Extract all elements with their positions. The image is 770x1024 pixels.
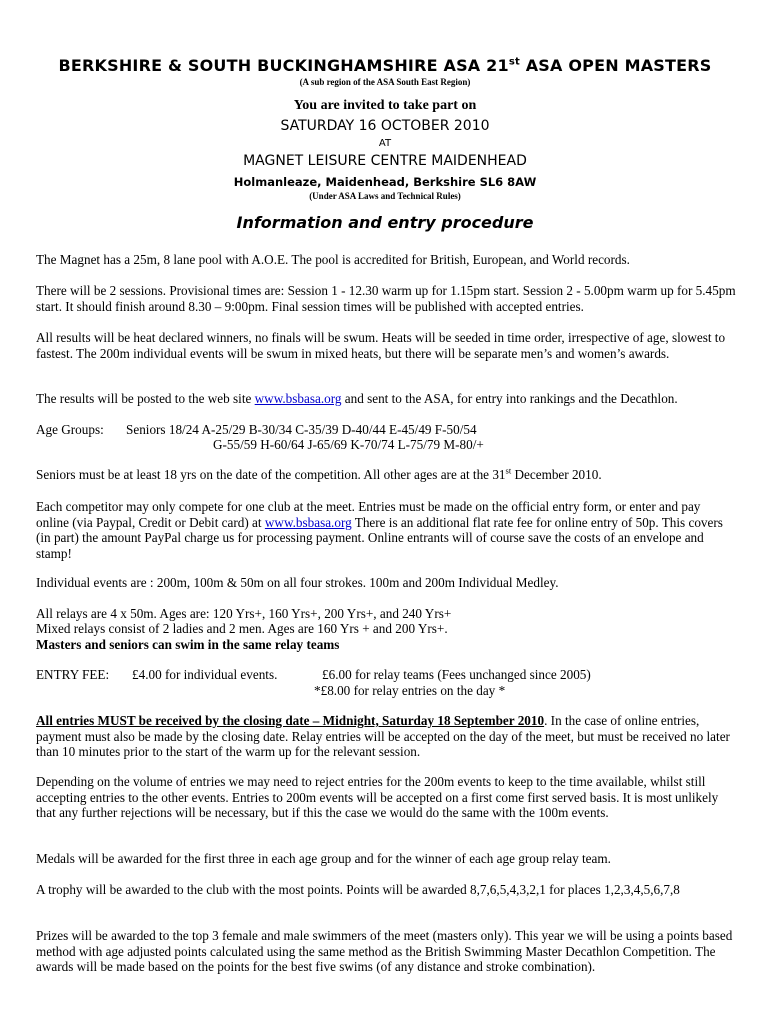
entry-fee-relay: £6.00 for relay teams (Fees unchanged since 2005) (322, 667, 591, 682)
section-heading: Information and entry procedure (236, 213, 534, 232)
trophy-paragraph: A trophy will be awarded to the club with the most points. Points will be awarded 8,7,6,5,4,3,2,1 for places 1,2,3,4,5,6,7,8 (36, 882, 680, 897)
pool-paragraph: The Magnet has a 25m, 8 lane pool with A.O.E. The pool is accredited for British, European, and World records. (36, 252, 630, 267)
relays-line-1: All relays are 4 x 50m. Ages are: 120 Yrs+, 160 Yrs+, 200 Yrs+, and 240 Yrs+ (36, 606, 452, 621)
invitation-line: You are invited to take part on (293, 98, 477, 113)
closing-date-emphasis: All entries MUST be received by the closing date – Midnight, Saturday 18 September 2010 (36, 713, 545, 728)
seniors-text-after: December 2010. (511, 467, 602, 482)
seniors-superscript: st (505, 465, 512, 476)
closing-date-paragraph (36, 713, 736, 760)
entry-fee-label: ENTRY FEE: (36, 667, 110, 682)
entry-fee-individual: £4.00 for individual events. (132, 667, 278, 682)
sessions-paragraph: There will be 2 sessions. Provisional times are: Session 1 - 12.30 warm up for 1.15pm start. Session 2 - 5.00pm warm up for 5.45pm start. It should finish around 8.30 – 9:00pm. Final session times will be published with accepted entries. (36, 283, 736, 314)
results-text-after: and sent to the ASA, for entry into rankings and the Decathlon. (341, 391, 678, 406)
seniors-text-before: Seniors must be at least 18 yrs on the date of the competition. All other ages are at the 31 (36, 467, 506, 482)
venue-name: MAGNET LEISURE CENTRE MAIDENHEAD (243, 153, 527, 169)
medals-paragraph: Medals will be awarded for the first three in each age group and for the winner of each age group relay team. (36, 851, 611, 866)
title-superscript: st (508, 56, 520, 68)
age-groups-label: Age Groups: (36, 422, 104, 437)
seniors-paragraph (36, 467, 736, 483)
title-main: BERKSHIRE & SOUTH BUCKINGHAMSHIRE ASA 21 (58, 56, 509, 75)
closing-date-rest: . In the case of online entries, payment must also be made by the closing date. Relay entries will be accepted on the day of the meet, but must be received no later than 10 minutes prior to the start of the warm up for the relevant session. (36, 713, 730, 759)
subregion-note: (A sub region of the ASA South East Region) (299, 77, 471, 87)
website-link-1[interactable]: www.bsbasa.org (254, 391, 342, 406)
meet-date: SATURDAY 16 OCTOBER 2010 (280, 118, 490, 134)
title-end: ASA OPEN MASTERS (519, 56, 712, 75)
entry-paragraph (36, 499, 736, 561)
prizes-paragraph: Prizes will be awarded to the top 3 female and male swimmers of the meet (masters only). This year we will be using a points based method with age adjusted points calculated using the same method as the British Swimming Master Decathlon Competition. The awards will be made based on the points for the best five swims (of any distance and stroke combination). (36, 928, 733, 974)
website-link-2[interactable]: www.bsbasa.org (264, 514, 352, 530)
entry-fee-day: *£8.00 for relay entries on the day * (314, 683, 506, 698)
venue-address: Holmanleaze, Maidenhead, Berkshire SL6 8AW (233, 175, 537, 189)
heats-paragraph: All results will be heat declared winners, no finals will be swum. Heats will be seeded in time order, irrespective of age, slowest to fastest. The 200m individual events will be swum in mixed heats, but there will be separate men’s and women’s awards. (36, 330, 726, 361)
meet-title (0, 56, 770, 75)
entry-text-after: There is an additional flat rate fee for online entry of 50p. This covers (in part) the amount PayPal charge us for processing payment. Online entrants will of course save the costs of an envelope and stamp! (36, 514, 723, 561)
results-text-before: The results will be posted to the web site (36, 391, 255, 406)
relays-line-3: Masters and seniors can swim in the same relay teams (36, 637, 340, 652)
individual-events-paragraph: Individual events are : 200m, 100m & 50m on all four strokes. 100m and 200m Individual Medley. (36, 575, 559, 590)
relays-line-2: Mixed relays consist of 2 ladies and 2 men. Ages are 160 Yrs + and 200 Yrs+. (36, 621, 448, 636)
age-groups-line-2: G-55/59 H-60/64 J-65/69 K-70/74 L-75/79 M-80/+ (213, 437, 484, 452)
results-paragraph (36, 391, 736, 407)
entry-text-before: Each competitor may only compete for one club at the meet. Entries must be made on the official entry form, or enter and pay online (via Paypal, Credit or Debit card) at (36, 499, 701, 530)
at-label: AT (378, 138, 392, 149)
age-groups-line-1: Seniors 18/24 A-25/29 B-30/34 C-35/39 D-40/44 E-45/49 F-50/54 (126, 422, 477, 437)
rules-note: (Under ASA Laws and Technical Rules) (309, 191, 461, 201)
volume-paragraph: Depending on the volume of entries we may need to reject entries for the 200m events to keep to the time available, whilst still accepting entries to the other events. Entries to 200m events will be accepted on a first come first served basis. It is most unlikely that any further rejections will be necessary, but if this the case we would do the same with the 100m events. (36, 774, 719, 820)
